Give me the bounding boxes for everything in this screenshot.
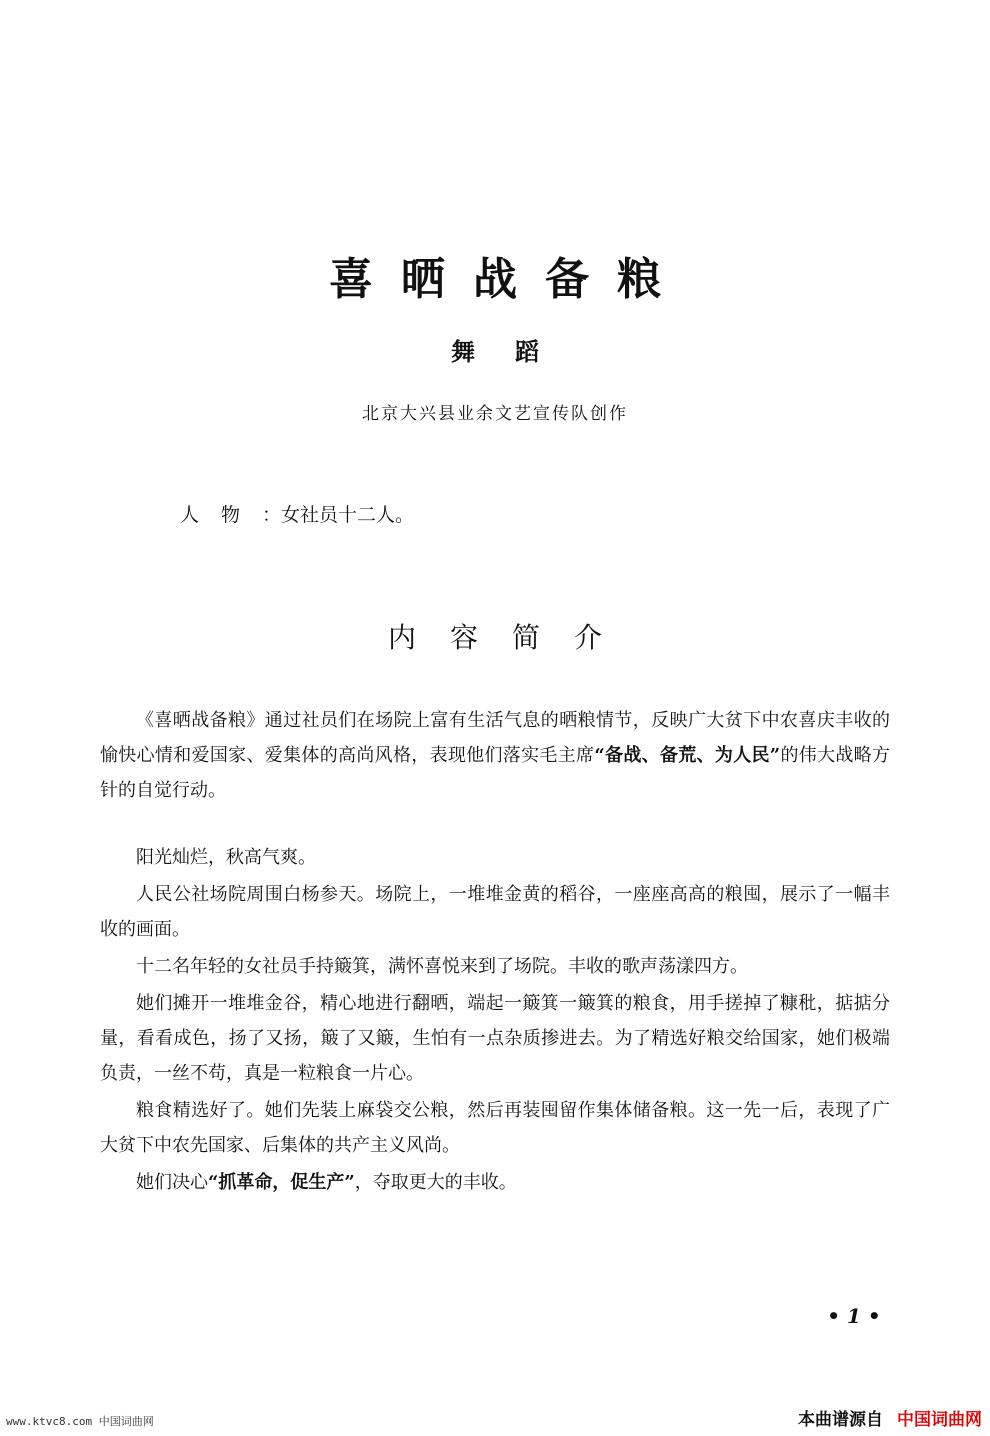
document-subtitle: 舞蹈 (451, 338, 579, 366)
document-title: 喜晒战备粮 (329, 254, 689, 305)
last-paragraph-part1: 她们决心 (136, 1172, 208, 1193)
summary-quote: “备战、备荒、为人民” (594, 745, 781, 766)
characters-separator: ： (262, 504, 282, 526)
author-line: 北京大兴县业余文艺宣传队创作 (362, 404, 628, 424)
characters-value: 女社员十二人。 (281, 504, 415, 526)
summary-text-part1: 《喜晒战备粮》通过社员们在场院上富有生活气息的晒粮情节，反映广大贫下中农喜庆丰收的愉快心情和爱国家、爱集体的高尚风格，表现他们落实毛主席 (100, 710, 890, 766)
last-paragraph-quote: “抓革命，促生产” (208, 1172, 355, 1193)
footer-source (798, 1408, 982, 1432)
body-paragraph-4: 她们摊开一堆堆金谷，精心地进行翻晒，端起一簸箕一簸箕的粮食，用手搓掉了糠秕，掂掂分量，看看成色，扬了又扬，簸了又簸，生怕有一点杂质掺进去。为了精选好粮交给国家，她们极端负责，一丝不苟，真是一粒粮食一片心。 (100, 993, 890, 1084)
page-number: • 1 • (827, 1304, 881, 1328)
footer-brand-link[interactable]: 中国词曲网 (897, 1410, 982, 1430)
summary-paragraph (100, 703, 890, 808)
body-paragraph-5: 粮食精选好了。她们先装上麻袋交公粮，然后再装囤留作集体储备粮。这一先一后，表现了广大贫下中农先国家、后集体的共产主义风尚。 (100, 1100, 890, 1156)
synopsis-body (100, 840, 890, 1202)
last-paragraph-part2: ，夺取更大的丰收。 (354, 1172, 517, 1193)
body-paragraph-2: 人民公社场院周围白杨参天。场院上，一堆堆金黄的稻谷，一座座高高的粮囤，展示了一幅丰收的画面。 (100, 884, 890, 940)
body-paragraph-6 (100, 1165, 890, 1200)
footer-site-link[interactable]: www.ktvc8.com 中国词曲网 (6, 1415, 154, 1428)
body-paragraph-3: 十二名年轻的女社员手持簸箕，满怀喜悦来到了场院。丰收的歌声荡漾四方。 (136, 956, 748, 977)
summary-text-part2: 的伟大战略方针的自觉行动。 (100, 745, 890, 801)
characters-label: 人物 (180, 504, 263, 526)
footer-source-label: 本曲谱源自 (798, 1410, 883, 1430)
section-heading: 内容简介 (387, 621, 636, 654)
summary-block (100, 703, 890, 808)
body-paragraph-1: 阳光灿烂，秋高气爽。 (136, 847, 316, 868)
characters-line (180, 500, 414, 530)
